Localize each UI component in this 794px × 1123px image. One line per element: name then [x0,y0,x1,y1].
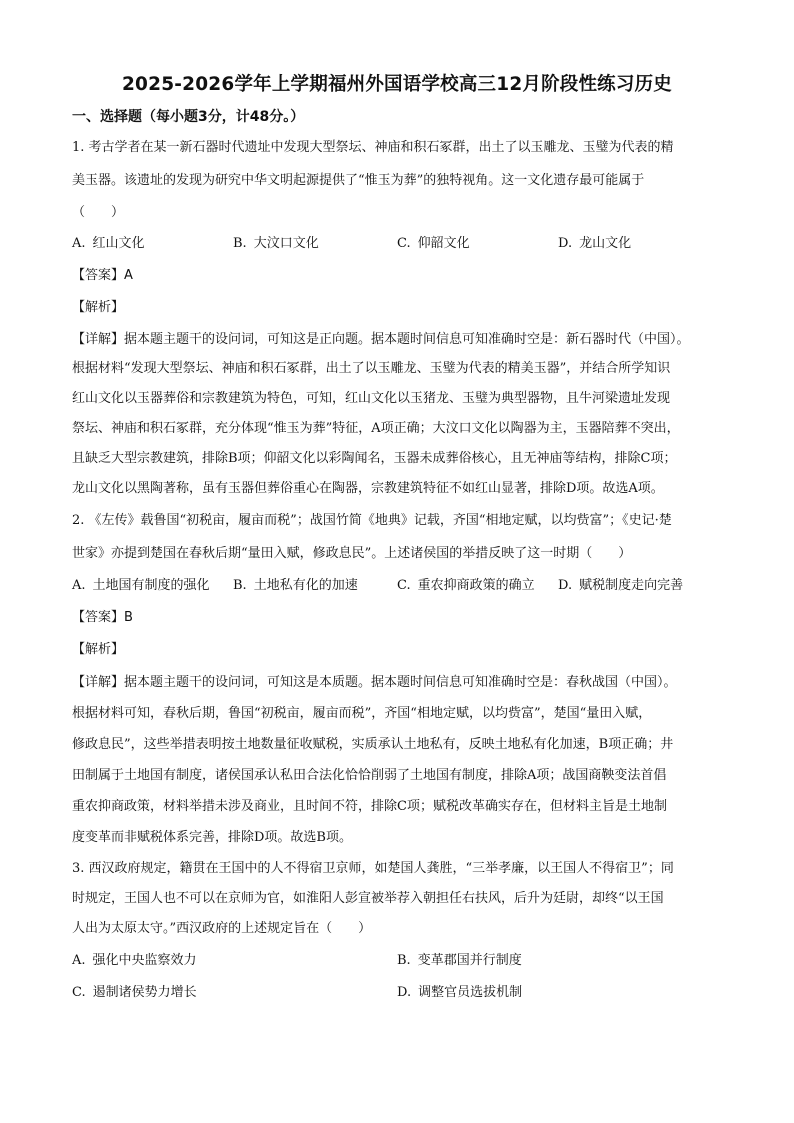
question-3-stem-line: 时规定，王国人也不可以在京师为官，如淮阳人彭宣被举荐入朝担任右扶风，后升为廷尉，却终“以王国 [72,891,664,906]
question-2-detail-line: 重农抑商政策，材料举措未涉及商业，且时间不符，排除C项；赋税改革确实存在，但材料主旨是土地制 [72,799,667,814]
question-1-detail-line: 祭坛、神庙和积石冢群，充分体现“惟玉为葬”特征，A项正确；大汶口文化以陶器为主，玉器陪葬不突出， [72,421,680,436]
option-text: 赋税制度走向完善 [579,578,684,593]
option-text: 大汶口文化 [253,236,319,251]
section-heading: 一、选择题（每小题3分，计48分。） [72,109,305,125]
question-1-detail-line: 红山文化以玉器葬俗和宗教建筑为特色，可知，红山文化以玉猪龙、玉璧为典型器物，且牛河梁遗址发现 [72,391,671,406]
option-label: C. [397,578,411,593]
option-label: A. [72,578,86,593]
option-label: B. [397,953,411,968]
option-text: 调整官员选拔机制 [418,985,523,1000]
question-1-stem-line: （ ） [72,205,125,220]
question-1-detail-line: 根据材料“发现大型祭坛、神庙和积石冢群，出土了以玉雕龙、玉璧为代表的精美玉器”，并结合所学知识 [72,361,671,376]
option-text: 强化中央监察效力 [92,953,197,968]
question-1-option-b [233,235,319,253]
option-label: D. [558,236,573,251]
question-3-option-c [72,984,197,1002]
option-label: A. [72,953,86,968]
question-2-answer: 【答案】B [72,610,133,625]
question-3-stem-line: 人出为太原太守。”西汉政府的上述规定旨在（ ） [72,921,372,936]
question-3-option-b [397,952,522,970]
option-label: C. [72,985,86,1000]
page-title: 2025-2026学年上学期福州外国语学校高三12月阶段性练习历史 [121,74,672,95]
option-text: 龙山文化 [579,236,632,251]
question-2-stem-line: 2. 《左传》载鲁国“初税亩，履亩而税”；战国竹简《地典》记载，齐国“相地定赋，以均赀富”；《史记·楚 [72,513,672,528]
question-1-option-d [558,235,631,253]
question-2-detail-line: 根据材料可知，春秋后期，鲁国“初税亩，履亩而税”，齐国“相地定赋，以均赀富”，楚国“量田入赋， [72,706,652,721]
question-2-option-c [397,577,535,595]
question-3-option-a [72,952,197,970]
question-1-option-a [72,235,145,253]
option-text: 土地私有化的加速 [253,578,358,593]
question-2-detail-line: 修政息民”，这些举措表明按土地数量征收赋税，实质承认土地私有，反映土地私有化加速，B项正确；井 [72,737,674,752]
question-1-stem-line: 美玉器。该遗址的发现为研究中华文明起源提供了“惟玉为葬”的独特视角。这一文化遗存最可能属于 [72,173,645,188]
question-1-analysis-heading: 【解析】 [72,300,125,315]
question-2-option-a [72,577,210,595]
question-3-stem-line: 3. 西汉政府规定，籍贯在王国中的人不得宿卫京师，如楚国人龚胜，“三举孝廉，以王国人不得宿卫”；同 [72,861,674,876]
question-2-detail-line: 田制属于土地国有制度，诸侯国承认私田合法化恰恰削弱了土地国有制度，排除A项；战国商鞅变法首倡 [72,768,667,783]
option-label: D. [558,578,573,593]
question-1-detail-line: 【详解】据本题主题干的设问词，可知这是正向题。据本题时间信息可知准确时空是：新石器时代（中国）。 [72,332,690,347]
option-text: 土地国有制度的强化 [92,578,210,593]
option-text: 遏制诸侯势力增长 [92,985,197,1000]
question-2-detail-line: 【详解】据本题主题干的设问词，可知这是本质题。据本题时间信息可知准确时空是：春秋战国（中国）。 [72,675,677,690]
question-3-option-d [397,984,522,1002]
option-text: 重农抑商政策的确立 [417,578,535,593]
question-1-answer: 【答案】A [72,268,133,283]
option-label: A. [72,236,86,251]
option-label: B. [233,236,247,251]
option-text: 仰韶文化 [417,236,470,251]
option-label: D. [397,985,412,1000]
question-1-stem-line: 1. 考古学者在某一新石器时代遗址中发现大型祭坛、神庙和积石冢群，出土了以玉雕龙、玉璧为代表的精 [72,140,674,155]
question-2-stem-line: 世家》亦提到楚国在春秋后期“量田入赋，修政息民”。上述诸侯国的举措反映了这一时期（ ） [72,546,632,561]
option-text: 变革郡国并行制度 [417,953,522,968]
question-1-option-c [397,235,470,253]
question-2-analysis-heading: 【解析】 [72,642,125,657]
question-2-option-d [558,577,683,595]
option-label: B. [233,578,247,593]
option-label: C. [397,236,411,251]
option-text: 红山文化 [92,236,145,251]
question-2-detail-line: 度变革而非赋税体系完善，排除D项。故选B项。 [72,830,352,845]
question-1-detail-line: 且缺乏大型宗教建筑，排除B项；仰韶文化以彩陶闻名，玉器未成葬俗核心，且无神庙等结构，排除C项； [72,451,677,466]
question-2-option-b [233,577,358,595]
question-1-detail-line: 龙山文化以黑陶著称，虽有玉器但葬俗重心在陶器，宗教建筑特征不如红山显著，排除D项。故选A项。 [72,481,664,496]
